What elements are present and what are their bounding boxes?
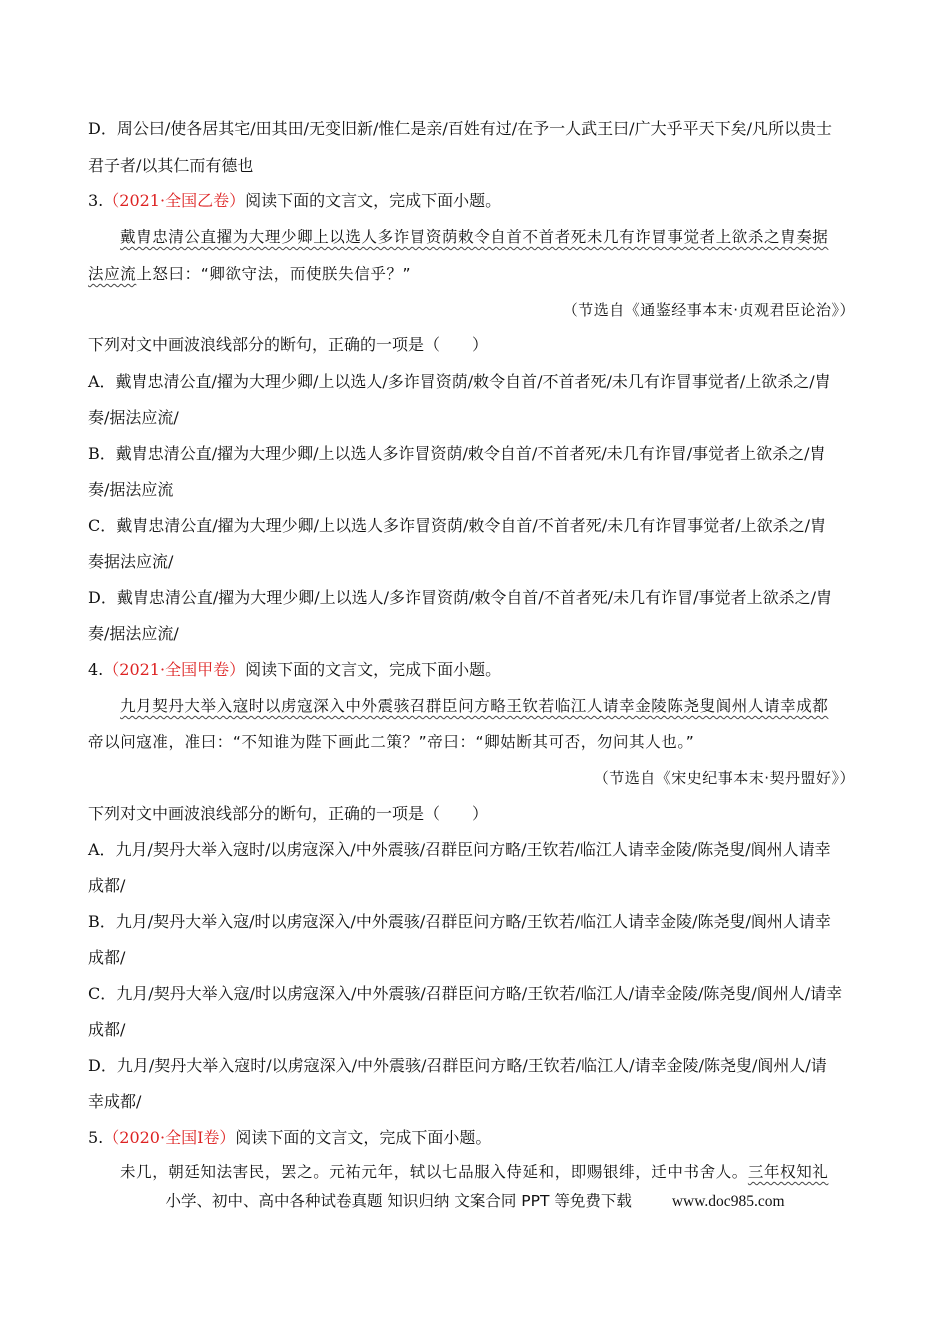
q5-header — [88, 1128, 491, 1148]
q4-option-a-line1: A．九月/契丹大举入寇时/以虏寇深入/中外震骇/召群臣问方略/王钦若/临江人请幸金陵/陈尧叟/阆州人请幸 — [88, 840, 831, 859]
footer-url[interactable]: www.doc985.com — [671, 1193, 785, 1210]
footer-text: 小学、初中、高中各种试卷真题 知识归纳 文案合同 PPT 等免费下载 — [165, 1192, 632, 1210]
q3-option-c-line1: C．戴胄忠清公直/擢为大理少卿/上以选人多诈冒资荫/敕令自首/不首者死/未几有诈冒事觉者/上欲杀之/胄 — [88, 516, 826, 535]
q2-option-d-line2: 君子者/以其仁而有德也 — [88, 156, 254, 175]
q5-number: 5. — [88, 1128, 104, 1147]
q3-citation: （节选自《通鉴经事本末·贞观君臣论治》） — [562, 301, 855, 319]
q4-passage-rest: 帝以问寇准，准曰：“不知谁为陛下画此二策？”帝曰：“卿姑断其可否，勿问其人也。” — [88, 733, 695, 751]
q4-question: 下列对文中画波浪线部分的断句，正确的一项是（ ） — [88, 804, 489, 823]
q5-source: （2020·全国Ⅰ卷） — [103, 1128, 236, 1147]
q3-passage-wavy: 法应流 — [88, 265, 137, 283]
q3-option-b-line1: B．戴胄忠清公直/擢为大理少卿/上以选人多诈冒资荫/敕令自首/不首者死/未几有诈冒/事觉者上欲杀之/胄 — [88, 444, 826, 463]
q4-passage-line2 — [88, 732, 694, 752]
q3-number: 3. — [88, 191, 104, 210]
q3-question: 下列对文中画波浪线部分的断句，正确的一项是（ ） — [88, 335, 489, 354]
q2-option-d-line1: D．周公曰/使各居其宅/田其田/无变旧新/惟仁是亲/百姓有过/在予一人武王曰/广大乎平天下矣/凡所以贵士 — [88, 119, 832, 138]
q3-option-c-line2: 奏据法应流/ — [88, 552, 174, 571]
q4-source: （2021·全国甲卷） — [103, 660, 246, 679]
q3-option-a-line2: 奏/据法应流/ — [88, 408, 179, 427]
q3-option-b-line2: 奏/据法应流 — [88, 480, 174, 499]
q4-option-d-line2: 幸成都/ — [88, 1092, 142, 1111]
q4-instruction: 阅读下面的文言文，完成下面小题。 — [245, 660, 502, 679]
q4-option-d-line1: D．九月/契丹大举入寇时/以虏寇深入/中外震骇/召群臣问方略/王钦若/临江人/请幸金陵/陈尧叟/阆州人/请 — [88, 1056, 827, 1075]
q4-option-b-line1: B．九月/契丹大举入寇/时以虏寇深入/中外震骇/召群臣问方略/王钦若/临江人请幸金陵/陈尧叟/阆州人请幸 — [88, 912, 831, 931]
q3-option-a-line1: A．戴胄忠清公直/擢为大理少卿/上以选人/多诈冒资荫/敕令自首/不首者死/未几有诈冒事觉者/上欲杀之/胄 — [88, 372, 831, 391]
q4-option-b-line2: 成都/ — [88, 948, 126, 967]
q3-header — [88, 191, 501, 211]
q5-passage-wavy: 三年权知礼 — [747, 1163, 829, 1181]
q5-passage-plain: 未几，朝廷知法害民，罢之。元祐元年，轼以七品服入侍延和，即赐银绯，迁中书舍人。 — [120, 1163, 748, 1181]
q3-passage-rest: 上怒曰：“卿欲守法，而使朕失信乎？” — [136, 265, 412, 283]
q3-option-d-line2: 奏/据法应流/ — [88, 624, 179, 643]
q3-passage-line2 — [88, 264, 411, 284]
q5-passage-line1 — [120, 1162, 828, 1182]
page-footer — [0, 1191, 950, 1212]
q4-option-c-line1: C．九月/契丹大举入寇/时以虏寇深入/中外震骇/召群臣问方略/王钦若/临江人/请幸金陵/陈尧叟/阆州人/请幸 — [88, 984, 843, 1003]
q4-option-a-line2: 成都/ — [88, 876, 126, 895]
q3-instruction: 阅读下面的文言文，完成下面小题。 — [245, 191, 502, 210]
q4-option-c-line2: 成都/ — [88, 1020, 126, 1039]
q4-header — [88, 660, 501, 680]
q5-instruction: 阅读下面的文言文，完成下面小题。 — [235, 1128, 492, 1147]
q4-passage-line1: 九月契丹大举入寇时以虏寇深入中外震骇召群臣问方略王钦若临江人请幸金陵陈尧叟阆州人请幸成都 — [120, 697, 829, 715]
q3-passage-line1: 戴胄忠清公直擢为大理少卿上以选人多诈冒资荫敕令自首不首者死未几有诈冒事觉者上欲杀之胄奏据 — [120, 228, 829, 246]
q3-source: （2021·全国乙卷） — [103, 191, 246, 210]
q3-option-d-line1: D．戴胄忠清公直/擢为大理少卿/上以选人/多诈冒资荫/敕令自首/不首者死/未几有诈冒/事觉者上欲杀之/胄 — [88, 588, 832, 607]
q4-citation: （节选自《宋史纪事本末·契丹盟好》） — [593, 769, 855, 787]
q4-number: 4. — [88, 660, 104, 679]
